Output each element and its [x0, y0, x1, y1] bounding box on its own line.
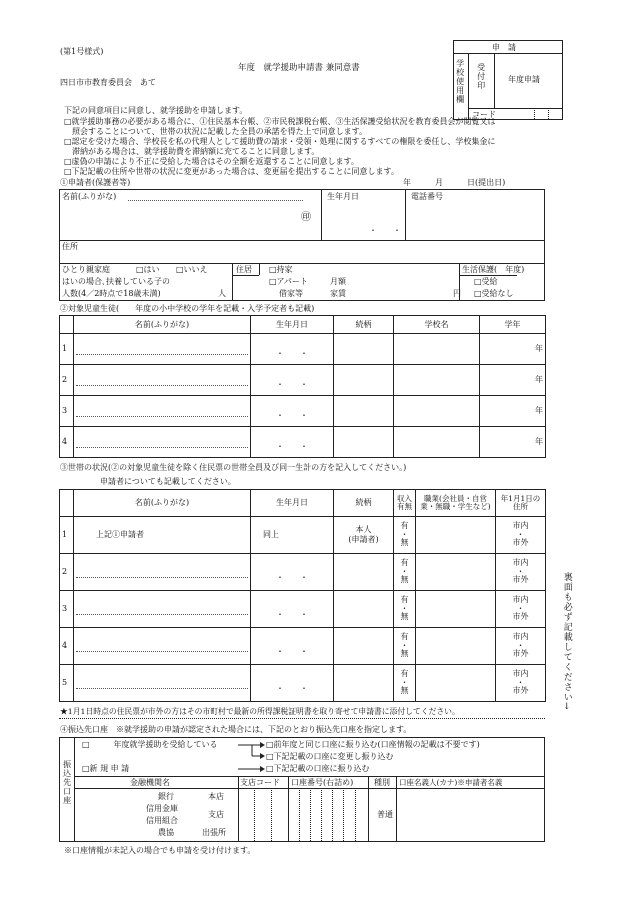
rent-label: 家賃: [330, 289, 346, 298]
students-col-grade: 学年: [480, 316, 546, 334]
student-relation-input[interactable]: [334, 396, 394, 427]
table-row: [60, 396, 546, 427]
student-relation-input[interactable]: [334, 365, 394, 396]
single-parent-yes[interactable]: □はい: [136, 265, 160, 274]
table-row: [60, 365, 546, 396]
students-table: [59, 315, 546, 458]
student-dob-input[interactable]: ・ ・: [251, 365, 334, 396]
bank-table: [59, 737, 545, 842]
member-name-input[interactable]: [74, 591, 251, 628]
branch-type-branch[interactable]: 支店: [208, 810, 224, 819]
student-grade-input[interactable]: 年: [480, 365, 546, 396]
bank-option-new[interactable]: □下記記載の口座に振り込む: [266, 764, 370, 773]
student-relation-input[interactable]: [334, 334, 394, 365]
household-col-dob: 生年月日: [251, 490, 334, 517]
applicant-dob-label: 生年月日: [327, 192, 359, 201]
income-toggle[interactable]: 有 ・ 無: [394, 591, 416, 628]
student-name-input[interactable]: [74, 365, 251, 396]
consent-item-3[interactable]: □虚偽の申請により不正に受給した場合はその全額を返還することに同意します。: [64, 157, 359, 166]
member-dob-input[interactable]: ・ ・: [251, 591, 334, 628]
office-side-label: 学校使用欄: [455, 59, 465, 104]
option-new[interactable]: □新 規 申 請: [82, 764, 130, 773]
consent-item-2[interactable]: □認定を受けた場合、学校長を私の代理人として援助費の請求・受領・処理に関するすべての権限を委任し、学校集金に: [64, 137, 496, 146]
member-name-input[interactable]: [74, 554, 251, 591]
household-note: ★1月1日時点の住民票が市外の方はその市町村で最新の所得課税証明書を取り寄せて申請書に添付してください。: [60, 707, 460, 716]
students-col-name: 名前(ふりがな): [74, 316, 251, 334]
students-col-dob: 生年月日: [251, 316, 334, 334]
income-toggle[interactable]: 有 ・ 無: [394, 628, 416, 665]
applicant-name-label: 名前(ふりがな): [62, 192, 117, 201]
member-dob-input[interactable]: ・ ・: [251, 554, 334, 591]
account-type-ordinary: 普通: [377, 810, 393, 819]
jan1-address-toggle[interactable]: 市内 ・ 市外: [496, 517, 546, 554]
branch-type-main[interactable]: 本店: [208, 792, 224, 801]
housing-own[interactable]: □持家: [269, 265, 293, 274]
row-number: 2: [60, 365, 74, 396]
bank-col-holder: 口座名義人(カナ)※申請者名義: [399, 778, 503, 787]
seal-mark: ㊞: [301, 212, 311, 223]
housing-label: 住居: [236, 265, 252, 274]
bank-option-change[interactable]: □下記記載の口座に変更し振り込む: [266, 752, 394, 761]
occupation-input[interactable]: [416, 554, 496, 591]
row-number: 1: [60, 517, 74, 554]
welfare-not-receiving[interactable]: □受給なし: [474, 289, 514, 298]
household-col-relation: 続柄: [334, 490, 394, 517]
bank-type-kumiai[interactable]: 信用組合: [146, 816, 178, 825]
welfare-label: 生活保護( 年度): [462, 265, 525, 274]
consent-intro: 下記の同意項目に同意し、就学援助を申請します。: [64, 106, 248, 115]
bank-col-institution: 金融機関名: [130, 778, 170, 787]
rent-monthly-label: 月額: [330, 277, 346, 286]
table-row: [60, 334, 546, 365]
member-relation-input[interactable]: [334, 628, 394, 665]
member-relation-input[interactable]: [334, 554, 394, 591]
member-name-input[interactable]: [74, 665, 251, 702]
household-col-occupation: 職業(会社員・自営業・無職・学生など): [416, 490, 496, 517]
student-school-input[interactable]: [394, 334, 480, 365]
single-parent-no[interactable]: □いいえ: [176, 265, 208, 274]
student-school-input[interactable]: [394, 396, 480, 427]
household-table: [59, 489, 546, 702]
table-row: [60, 427, 546, 458]
household-heading: ③世帯の状況(②の対象児童生徒を除く住民票の世帯全員及び同一生計の方を記入してください。): [60, 463, 407, 472]
applicant-heading: ①申請者(保護者等): [60, 178, 131, 187]
jan1-address-toggle[interactable]: 市内 ・ 市外: [496, 554, 546, 591]
table-row: [60, 554, 546, 591]
row-number: 3: [60, 396, 74, 427]
bank-col-type: 種別: [374, 778, 390, 787]
bank-col-branch-code: 支店コード: [240, 778, 280, 787]
student-relation-input[interactable]: [334, 427, 394, 458]
income-toggle[interactable]: 有 ・ 無: [394, 665, 416, 702]
bank-type-shinkin[interactable]: 信用金庫: [146, 804, 178, 813]
reverse-side-note: 裏面も必ず記載してください↓: [561, 572, 572, 713]
office-header: 申 請: [492, 43, 516, 52]
student-grade-input[interactable]: 年: [480, 396, 546, 427]
applicant-name-input[interactable]: [128, 200, 303, 201]
row-number: 5: [60, 665, 74, 702]
office-stamp-label: 受付印: [476, 63, 486, 90]
consent-item-2-cont: 滞納がある場合は、就学援助費を滞納額に充てることに同意します。: [72, 147, 320, 156]
dependents-label-1: はいの場合､扶養している子の: [62, 277, 170, 286]
applicant-phone-label: 電話番号: [411, 192, 443, 201]
household-col-income: 収入有無: [394, 490, 416, 517]
occupation-input[interactable]: [416, 517, 496, 554]
jan1-address-toggle[interactable]: 市内 ・ 市外: [496, 628, 546, 665]
submission-date[interactable]: 年 月 日(提出日): [403, 178, 506, 187]
member-dob-input[interactable]: ・ ・: [251, 665, 334, 702]
dependents-unit: 人: [218, 289, 226, 298]
applicant-table: 名前(ふりがな) ㊞ 生年月日 ・ ・ 電話番号 住所 ひとり親家庭 □はい □いいえ はいの場合､扶養している子の 人数(4／2時点で18歳未満) 人 住居 □持家 □アパート 借家等 月額 家賃 円 生活保護( 年度) □受給 □受給なし: [59, 189, 545, 301]
student-name-input[interactable]: [74, 427, 251, 458]
student-name-input[interactable]: [74, 396, 251, 427]
row-number: 4: [60, 628, 74, 665]
jan1-address-toggle[interactable]: 市内 ・ 市外: [496, 591, 546, 628]
member-dob-input[interactable]: ・ ・: [251, 628, 334, 665]
dependents-label-2: 人数(4／2時点で18歳未満): [62, 289, 161, 298]
students-col-school: 学校名: [394, 316, 480, 334]
occupation-input[interactable]: [416, 665, 496, 702]
row-number: 2: [60, 554, 74, 591]
income-toggle[interactable]: 有 ・ 無: [394, 554, 416, 591]
housing-rental: 借家等: [279, 289, 303, 298]
consent-item-1-cont: 照会することについて、世帯の状況に記載した全員の承諾を得た上で同意します。: [72, 127, 368, 136]
bank-heading: ④振込先口座 ※就学援助の申請が認定された場合には、下記のとおり振込先口座を指定します。: [60, 725, 412, 734]
bank-footer-note: ※口座情報が未記入の場合でも申請を受け付けます。: [64, 846, 256, 855]
member-relation-input[interactable]: [334, 591, 394, 628]
student-dob-input[interactable]: ・ ・: [251, 427, 334, 458]
option-receiving[interactable]: □ 年度就学援助を受給している: [82, 740, 218, 749]
household-applicant-name: 上記①申請者: [74, 517, 251, 554]
row-number: 4: [60, 427, 74, 458]
bank-option-same[interactable]: □前年度と同じ口座に振り込む(口座情報の記載は不要です): [266, 740, 480, 749]
table-row: [60, 517, 546, 554]
household-col-address: 年1月1日の住所: [496, 490, 546, 517]
student-grade-input[interactable]: 年: [480, 334, 546, 365]
student-school-input[interactable]: [394, 427, 480, 458]
form-number: (第1号様式): [60, 47, 104, 56]
students-heading: ②対象児童生徒( 年度の小中学校の学年を記載・入学予定者も記載): [60, 304, 315, 313]
student-dob-input[interactable]: ・ ・: [251, 334, 334, 365]
student-grade-input[interactable]: 年: [480, 427, 546, 458]
applicant-address-label: 住所: [62, 242, 78, 251]
consent-item-4[interactable]: □下記記載の住所や世帯の状況に変更があった場合は、変更届を提出することに同意します。: [64, 167, 399, 176]
member-name-input[interactable]: [74, 628, 251, 665]
addressee: 四日市市教育委員会 あて: [60, 78, 156, 87]
branch-type-office[interactable]: 出張所: [202, 828, 226, 837]
student-name-input[interactable]: [74, 334, 251, 365]
household-applicant-relation: 本人 (申請者): [334, 517, 394, 554]
member-relation-input[interactable]: [334, 665, 394, 702]
table-row: [60, 665, 546, 702]
students-col-relation: 続柄: [334, 316, 394, 334]
page-title: 年度 就学援助申請書 兼同意書: [238, 63, 360, 73]
student-school-input[interactable]: [394, 365, 480, 396]
household-applicant-dob: 同上: [251, 517, 334, 554]
household-col-name: 名前(ふりがな): [74, 490, 251, 517]
welfare-receiving[interactable]: □受給: [474, 277, 498, 286]
bank-col-account-number: 口座番号(右詰め): [291, 778, 354, 787]
housing-apartment[interactable]: □アパート: [269, 277, 308, 286]
row-number: 3: [60, 591, 74, 628]
household-subheading: 申請者についても記載してください。: [100, 477, 236, 486]
consent-item-1[interactable]: □就学援助事務の必要がある場合に、①住民基本台帳、②市民税課税台帳、③生活保護受給状況を教育委員会が閲覧又は: [64, 117, 496, 126]
office-code-label: コード: [472, 110, 496, 119]
single-parent-label: ひとり親家庭: [62, 265, 110, 274]
rent-yen: 円: [453, 289, 461, 298]
office-use-box: [453, 40, 563, 120]
table-row: [60, 591, 546, 628]
table-row: [60, 628, 546, 665]
routing-arrows: [238, 738, 268, 778]
bank-type-nokyo[interactable]: 農協: [158, 828, 174, 837]
jan1-address-toggle[interactable]: 市内 ・ 市外: [496, 665, 546, 702]
occupation-input[interactable]: [416, 628, 496, 665]
income-toggle[interactable]: 有 ・ 無: [394, 517, 416, 554]
occupation-input[interactable]: [416, 591, 496, 628]
bank-side-label: 振込先口座: [62, 760, 72, 805]
student-dob-input[interactable]: ・ ・: [251, 396, 334, 427]
row-number: 1: [60, 334, 74, 365]
bank-type-bank[interactable]: 銀行: [158, 792, 174, 801]
office-year-label: 年度申請: [508, 75, 540, 84]
